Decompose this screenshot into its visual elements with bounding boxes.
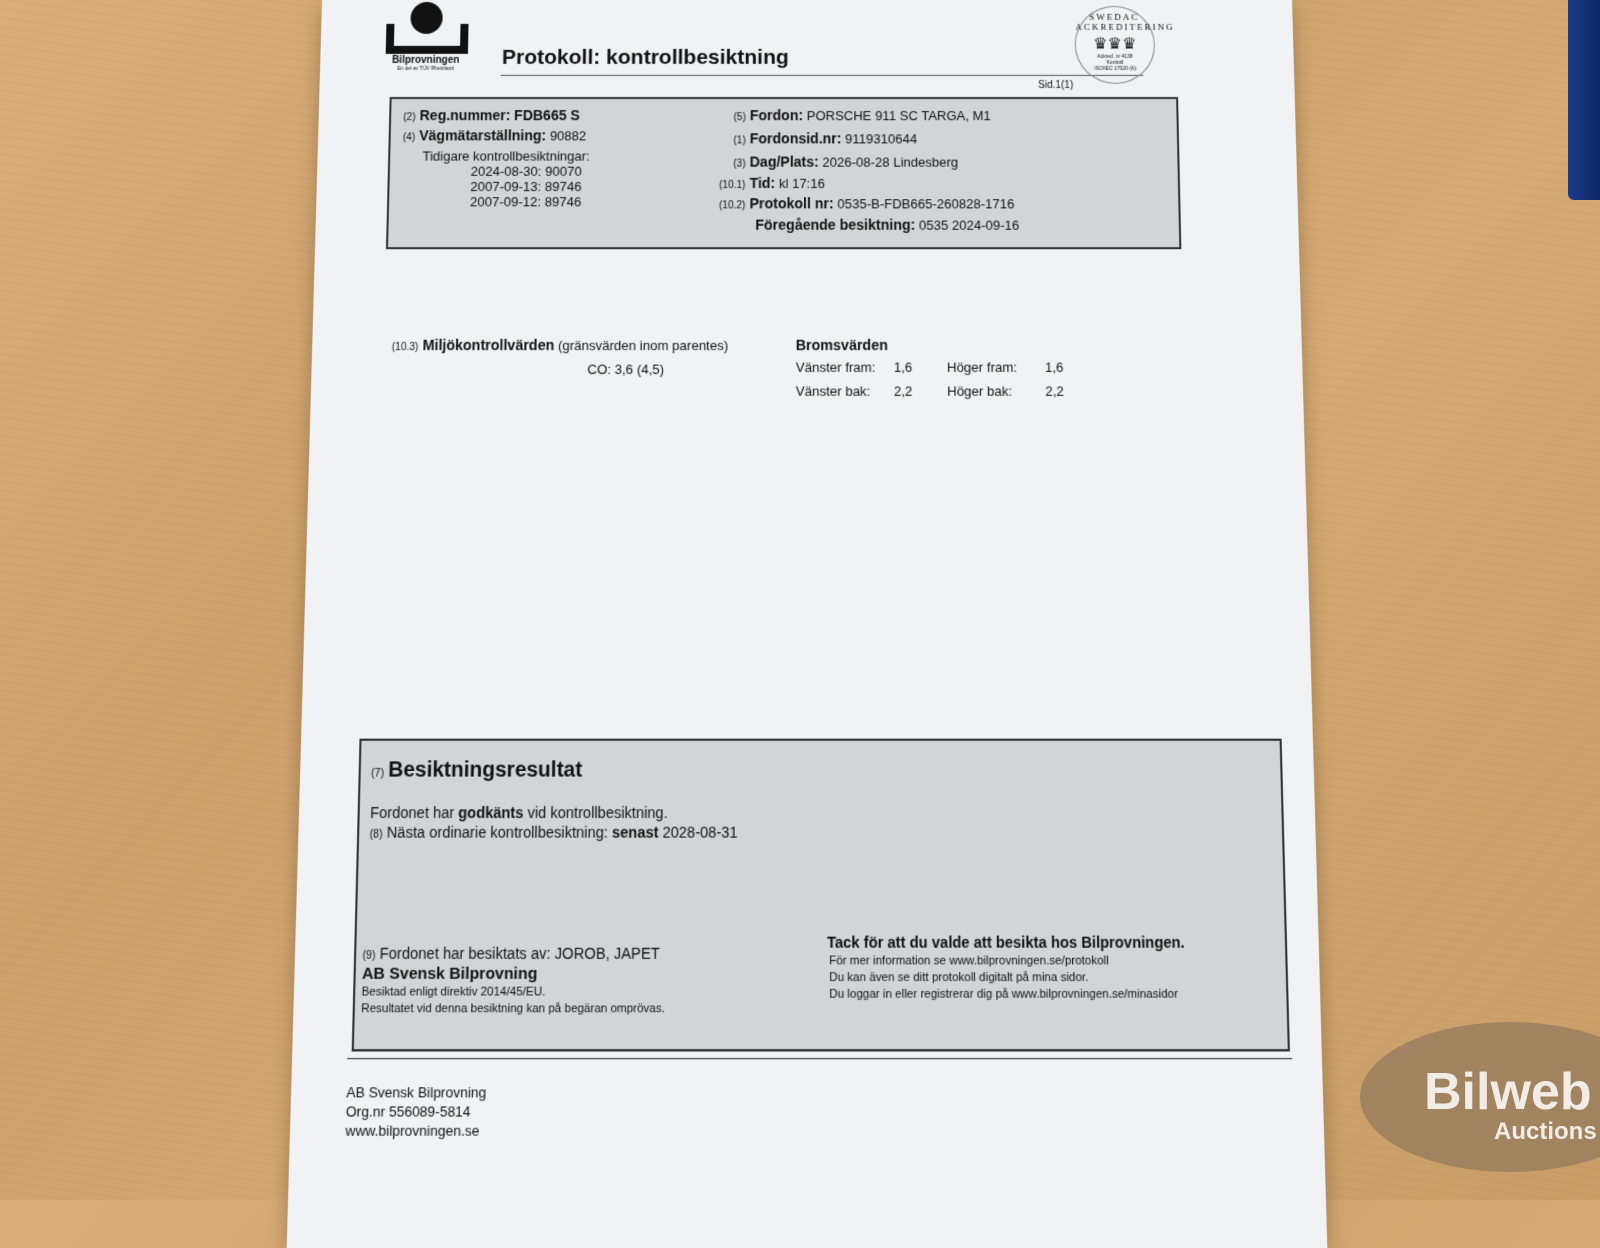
brake-left-front-label: Vänster fram:: [795, 359, 876, 376]
company-name: AB Svensk Bilprovning: [361, 964, 538, 984]
directive-text: Besiktad enligt direktiv 2014/45/EU.: [361, 985, 546, 999]
appeal-text: Resultatet vid denna besiktning kan på begäran omprövas.: [361, 1002, 665, 1016]
info-line-2: Du kan även se ditt protokoll digitalt på mina sidor.: [829, 971, 1089, 985]
logo-name: Bilprovningen: [391, 54, 460, 66]
page-number: Sid.1(1): [1038, 79, 1074, 91]
vehicle-info-box: [386, 97, 1181, 249]
document-footer: [345, 1083, 486, 1141]
info-line-1: För mer information se www.bilprovningen.se/protokoll: [829, 954, 1109, 968]
reg-number: (2) Reg.nummer: FDB665 S: [403, 107, 581, 124]
swedac-label: SWEDAC ACKREDITERING: [1075, 11, 1175, 32]
header-divider: [501, 75, 1144, 76]
bilprovningen-logo: [385, 0, 467, 72]
brake-right-rear-value: 2,2: [1045, 383, 1064, 399]
brake-right-rear-label: Höger bak:: [947, 383, 1013, 399]
bilweb-watermark: Bilweb Auctions: [1360, 1022, 1600, 1172]
previous-inspection-1: 2024-08-30: 90070: [470, 163, 582, 179]
previous-inspection-2: 2007-09-13: 89746: [470, 178, 582, 195]
logo-tagline: En del av TÜV Rheinland: [397, 65, 454, 72]
brake-left-rear-value: 2,2: [893, 383, 913, 399]
brake-values-heading: Bromsvärden: [795, 336, 888, 354]
inspector-line: (9) Fordonet har besiktats av: JOROB, JAPET: [362, 944, 660, 963]
vehicle-id: (1) Fordonsid.nr: 9119310644: [733, 130, 918, 147]
next-inspection-line: (8) Nästa ordinarie kontrollbesiktning: senast 2028-08-31: [369, 823, 738, 841]
date-place: (3) Dag/Plats: 2026-08-28 Lindesberg: [733, 153, 959, 170]
approval-line: Fordonet har godkänts vid kontrollbesiktning.: [370, 803, 668, 822]
inspection-document: [287, 0, 1328, 1248]
previous-inspection: Föregående besiktning: 0535 2024-09-16: [755, 216, 1020, 233]
result-heading: (7) Besiktningsresultat: [371, 758, 583, 783]
vehicle-model: (5) Fordon: PORSCHE 911 SC TARGA, M1: [733, 107, 991, 124]
footer-divider: [347, 1058, 1292, 1059]
blue-object-edge: [1568, 0, 1600, 200]
footer-orgnr: Org.nr 556089-5814: [345, 1103, 471, 1120]
brake-right-front-value: 1,6: [1044, 359, 1064, 376]
footer-company: AB Svensk Bilprovning: [346, 1083, 487, 1101]
crowns-icon: ♛♛♛: [1093, 35, 1137, 53]
brake-right-front-label: Höger fram:: [946, 359, 1018, 376]
swedac-seal: SWEDAC ACKREDITERING ♛♛♛ Ackred. nr 4138 Kontroll ISO/IEC 17020 (A): [1074, 6, 1156, 84]
previous-inspection-3: 2007-09-12: 89746: [469, 194, 582, 210]
co-value: CO: 3,6 (4,5): [587, 361, 665, 378]
document-title: Protokoll: kontrollbesiktning: [501, 45, 789, 69]
previous-inspections-title: Tidigare kontrollbesiktningar:: [422, 148, 590, 164]
brake-left-rear-label: Vänster bak:: [795, 383, 871, 399]
info-line-3: Du loggar in eller registrerar dig på www.bilprovningen.se/minasidor: [829, 987, 1179, 1002]
inspection-time: (10.1) Tid: kl 17:16: [719, 174, 825, 192]
brake-left-front-value: 1,6: [893, 359, 913, 376]
thanks-text: Tack för att du valde att besikta hos Bilprovningen.: [827, 933, 1185, 952]
odometer: (4) Vägmätarställning: 90882: [402, 127, 587, 144]
environment-values-heading: (10.3) Miljökontrollvärden (gränsvärden inom parentes): [391, 336, 729, 354]
protocol-number: (10.2) Protokoll nr: 0535-B-FDB665-260828-1716: [718, 195, 1015, 212]
footer-web: www.bilprovningen.se: [345, 1122, 480, 1140]
inspection-result-box: [352, 739, 1290, 1052]
